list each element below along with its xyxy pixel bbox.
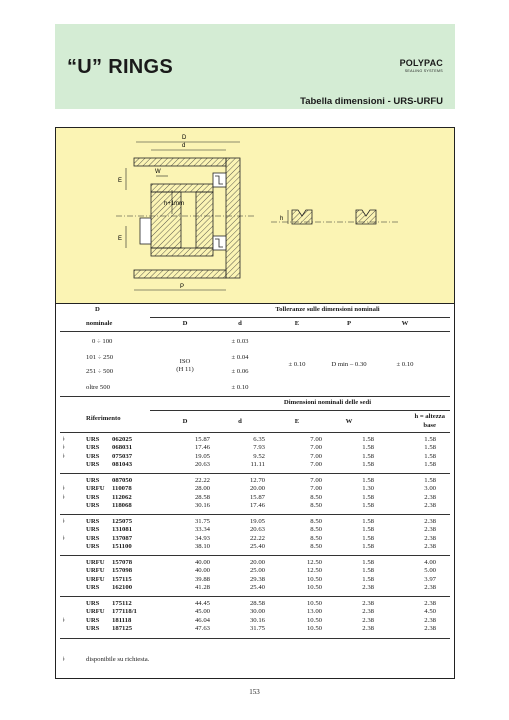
dim-value-d: 12.70 [249, 477, 265, 484]
availability-mark: ǂ [63, 493, 65, 501]
dim-value-E: 7.00 [310, 461, 322, 469]
header-band [55, 24, 455, 109]
tol-header-P: P [346, 320, 352, 327]
dim-value-h: 1.58 [424, 436, 436, 443]
dim-value-D: 41.28 [194, 584, 210, 592]
technical-drawing [56, 128, 454, 303]
tol-col-D: D [95, 306, 100, 313]
brand-logo [400, 58, 443, 73]
tol-range: 101 ÷ 250 [86, 354, 114, 361]
dim-value-h: 1.58 [424, 461, 436, 469]
availability-mark: ǂ [63, 452, 65, 460]
dim-value-D: 20.63 [194, 461, 210, 469]
dim-value-W: 1.58 [362, 477, 374, 484]
ref-type: URS [86, 543, 100, 551]
dim-value-h: 2.38 [424, 493, 436, 501]
dim-value-d: 22.22 [249, 534, 265, 542]
table-bottom-rule [60, 638, 450, 639]
ref-type: URFU [86, 559, 105, 566]
ref-code: 125075 [112, 518, 133, 525]
ref-code: 137087 [112, 534, 133, 542]
page-number: 153 [249, 688, 260, 696]
ref-code: 110078 [112, 485, 132, 493]
dim-value-d: 11.11 [250, 461, 265, 469]
dim-value-D: 47.63 [194, 625, 210, 633]
ref-type: URS [86, 477, 100, 484]
dim-value-E: 10.50 [306, 625, 322, 633]
diagram-area [56, 128, 454, 304]
dim-value-D: 45.00 [194, 608, 210, 616]
dim-value-W: 1.58 [362, 493, 374, 501]
dim-value-D: 15.87 [194, 436, 210, 443]
ref-code: 118068 [112, 502, 132, 510]
dim-value-d: 9.52 [253, 452, 265, 460]
dim-value-W: 1.58 [362, 534, 374, 542]
ref-code: 175112 [112, 600, 132, 607]
availability-mark: ǂ [63, 436, 65, 443]
dim-value-E: 7.00 [310, 452, 322, 460]
ref-code: 112062 [112, 493, 132, 501]
dim-value-W: 1.58 [362, 559, 374, 566]
dim-value-D: 39.88 [194, 575, 210, 583]
dim-value-d: 7.93 [253, 444, 265, 452]
dim-value-W: 1.58 [362, 567, 374, 575]
dim-value-W: 2.38 [362, 584, 374, 592]
dim-header-h: h = altezza [414, 413, 445, 420]
dim-value-d: 29.38 [249, 575, 265, 583]
dim-value-h: 1.58 [424, 477, 436, 484]
dim-header-h-sub: base [423, 422, 436, 429]
tol-range: oltre 500 [86, 384, 110, 391]
ref-code: 087050 [112, 477, 133, 484]
page-subtitle: Tabella dimensioni - URS-URFU [300, 96, 443, 107]
dim-value-W: 2.38 [362, 600, 374, 607]
group-separator [60, 555, 450, 556]
dim-value-d: 17.46 [249, 502, 265, 510]
brand-tagline: SEALING SYSTEMS [404, 69, 443, 73]
dim-value-D: 34.93 [194, 534, 210, 542]
dim-value-D: 17.46 [194, 444, 210, 452]
ref-type: URS [86, 493, 100, 501]
dim-value-d: 20.63 [249, 526, 265, 534]
tol-header-E: E [294, 320, 300, 327]
dim-value-W: 2.38 [362, 608, 374, 616]
dim-value-E: 13.00 [306, 608, 322, 616]
availability-mark: ǂ [63, 616, 65, 624]
dim-value-h: 5.00 [424, 567, 436, 575]
ref-code: 068031 [112, 444, 133, 452]
ref-type: URS [86, 526, 100, 534]
dim-value-h: 4.50 [424, 608, 436, 616]
dim-value-d: 15.87 [249, 493, 265, 501]
ref-type: URS [86, 518, 100, 525]
dim-value-h: 2.38 [424, 502, 436, 510]
rule [150, 317, 450, 318]
ref-code: 062025 [112, 436, 133, 443]
dim-value-E: 10.50 [306, 600, 322, 607]
tol-d-value: ± 0.04 [231, 354, 249, 361]
dim-value-E: 10.50 [306, 584, 322, 592]
ref-code: 181118 [112, 616, 132, 624]
dim-value-h: 2.38 [424, 518, 436, 525]
tol-header-d: d [238, 320, 242, 327]
label-d: d [182, 143, 186, 149]
dim-value-E: 10.50 [306, 616, 322, 624]
dim-value-D: 40.00 [194, 567, 210, 575]
dim-value-W: 1.58 [362, 452, 374, 460]
dim-value-E: 8.50 [310, 518, 322, 525]
tol-range: 251 ÷ 500 [86, 368, 114, 375]
label-W: W [155, 169, 161, 175]
dim-value-D: 38.10 [194, 543, 210, 551]
dim-value-D: 22.22 [194, 477, 210, 484]
label-h-small: h [280, 216, 284, 222]
dim-value-d: 30.00 [249, 608, 265, 616]
dim-value-W: 2.38 [362, 616, 374, 624]
tol-header-W: W [401, 320, 409, 327]
dim-value-d: 25.40 [249, 543, 265, 551]
dim-value-D: 33.34 [194, 526, 210, 534]
dim-value-E: 8.50 [310, 543, 322, 551]
tol-d-value: ± 0.06 [231, 368, 249, 375]
ref-type: URS [86, 584, 100, 592]
tol-header-D: D [182, 320, 188, 327]
dim-value-d: 20.00 [249, 559, 265, 566]
label-E-top: E [118, 178, 123, 184]
dim-value-D: 19.05 [194, 452, 210, 460]
dim-value-E: 12.50 [306, 559, 322, 566]
dim-value-h: 2.38 [424, 584, 436, 592]
rule [60, 396, 450, 397]
dim-value-h: 1.58 [424, 444, 436, 452]
dim-ref-header: Riferimento [86, 415, 121, 422]
dim-value-W: 1.58 [362, 518, 374, 525]
ref-code: 187125 [112, 625, 133, 633]
ref-code: 081043 [112, 461, 133, 469]
dim-value-d: 28.58 [249, 600, 265, 607]
tol-range: 0 ÷ 100 [92, 338, 113, 345]
tol-D-value: ISO [179, 358, 191, 365]
dim-value-E: 8.50 [310, 534, 322, 542]
dim-value-d: 25.40 [249, 584, 265, 592]
tol-d-value: ± 0.03 [231, 338, 249, 345]
dim-value-W: 1.58 [362, 461, 374, 469]
availability-mark: ǂ [63, 518, 65, 525]
tol-E-value: ± 0.10 [288, 361, 306, 368]
ref-type: URS [86, 461, 100, 469]
ref-type: URFU [86, 485, 105, 493]
label-E-bottom: E [118, 236, 123, 242]
label-h: h+1mm [164, 201, 185, 207]
brand-name: POLYPAC [399, 58, 443, 68]
dim-value-h: 2.38 [424, 625, 436, 633]
dim-value-W: 2.38 [362, 625, 374, 633]
page-title: “U” RINGS [67, 56, 174, 78]
dim-value-d: 25.00 [249, 567, 265, 575]
dim-header-W: W [345, 418, 353, 425]
ref-code: 162100 [112, 584, 133, 592]
tol-d-value: ± 0.10 [231, 384, 249, 391]
dim-value-E: 8.50 [310, 502, 322, 510]
dim-value-h: 2.38 [424, 534, 436, 542]
ref-type: URS [86, 436, 100, 443]
dim-value-h: 2.38 [424, 543, 436, 551]
dim-value-h: 2.38 [424, 600, 436, 607]
ref-code: 131081 [112, 526, 133, 534]
footnote-mark: ǂ [63, 656, 65, 663]
dim-value-d: 30.16 [249, 616, 265, 624]
dim-group-title: Dimensioni nominali delle sedi [283, 399, 372, 406]
group-separator [60, 596, 450, 597]
dim-value-h: 3.00 [424, 485, 436, 493]
dim-value-h: 4.00 [424, 559, 436, 566]
tol-group-title: Tolleranze sulle dimensioni nominali [275, 306, 380, 313]
ref-type: URS [86, 502, 100, 510]
ref-type: URS [86, 616, 100, 624]
dim-value-W: 1.58 [362, 502, 374, 510]
rule [60, 432, 450, 433]
tol-col-D-sub: nominale [86, 320, 113, 327]
dim-value-D: 46.04 [194, 616, 210, 624]
dim-value-D: 44.45 [194, 600, 210, 607]
dim-value-h: 3.97 [424, 575, 436, 583]
dim-value-E: 10.50 [306, 575, 322, 583]
dim-value-d: 6.35 [253, 436, 265, 443]
dim-value-E: 8.50 [310, 526, 322, 534]
dim-value-D: 30.16 [194, 502, 210, 510]
ref-code: 177118/1 [112, 608, 137, 616]
ref-type: URS [86, 534, 100, 542]
availability-mark: ǂ [63, 534, 65, 542]
ref-code: 157115 [112, 575, 132, 583]
dim-value-D: 40.00 [194, 559, 210, 566]
footnote-text: disponibile su richiesta. [86, 656, 150, 663]
dim-value-h: 2.38 [424, 616, 436, 624]
ref-type: URS [86, 600, 100, 607]
ref-type: URS [86, 444, 100, 452]
ref-code: 075037 [112, 452, 133, 460]
ref-type: URFU [86, 567, 105, 575]
dim-value-d: 20.00 [249, 485, 265, 493]
dim-value-W: 1.58 [362, 526, 374, 534]
dim-value-E: 7.00 [310, 444, 322, 452]
ref-type: URS [86, 625, 100, 633]
rule [150, 410, 450, 411]
availability-mark: ǂ [63, 485, 65, 493]
label-P: P [180, 284, 185, 290]
dim-value-E: 12.50 [306, 567, 322, 575]
dim-value-h: 1.58 [424, 452, 436, 460]
dim-value-E: 7.00 [310, 485, 322, 493]
dim-value-W: 1.58 [362, 543, 374, 551]
ref-code: 151100 [112, 543, 132, 551]
dim-value-E: 7.00 [310, 477, 322, 484]
tol-P-value: D min – 0.30 [331, 361, 367, 368]
dim-value-d: 19.05 [249, 518, 265, 525]
tol-W-value: ± 0.10 [396, 361, 414, 368]
dim-value-E: 7.00 [310, 436, 322, 443]
ref-code: 157098 [112, 567, 133, 575]
dim-value-W: 1.58 [362, 436, 374, 443]
ref-type: URS [86, 452, 100, 460]
dim-value-W: 1.58 [362, 444, 374, 452]
dim-value-h: 2.38 [424, 526, 436, 534]
dim-header-E: E [294, 418, 300, 425]
dim-value-E: 8.50 [310, 493, 322, 501]
dim-value-W: 1.30 [362, 485, 374, 493]
dim-value-d: 31.75 [249, 625, 265, 633]
dim-header-d: d [238, 418, 242, 425]
group-separator [60, 473, 450, 474]
dim-header-D: D [182, 418, 188, 425]
ref-type: URFU [86, 608, 105, 616]
ref-code: 157078 [112, 559, 133, 566]
dim-value-D: 28.00 [194, 485, 210, 493]
availability-mark: ǂ [63, 444, 65, 452]
dim-value-D: 28.58 [194, 493, 210, 501]
group-separator [60, 514, 450, 515]
tol-D-value-sub: (H 11) [176, 366, 194, 373]
ref-type: URFU [86, 575, 105, 583]
rule [60, 331, 450, 332]
dim-value-D: 31.75 [194, 518, 210, 525]
dim-value-W: 1.58 [362, 575, 374, 583]
label-D: D [182, 135, 187, 141]
